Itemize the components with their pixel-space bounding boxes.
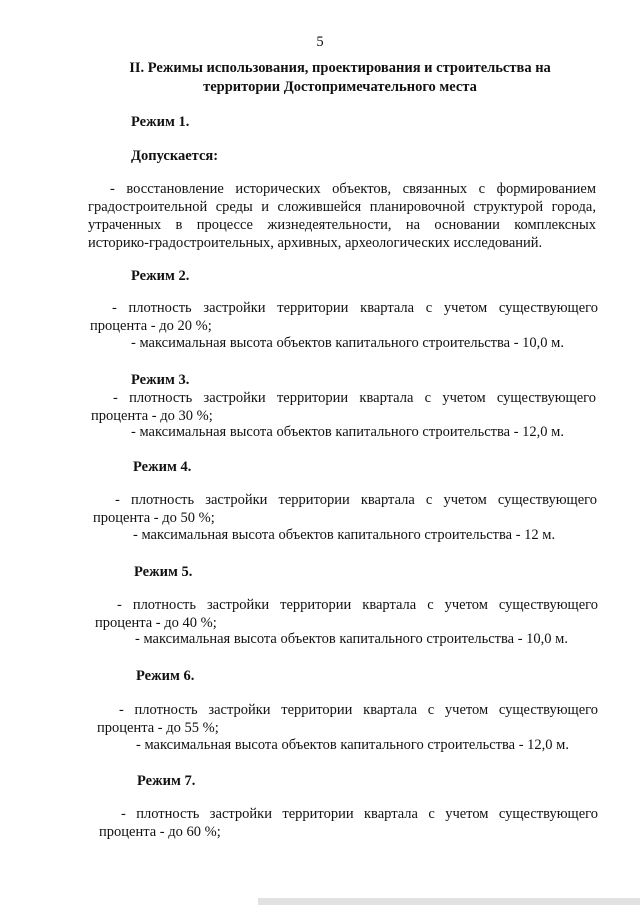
regime-6-heading: Режим 6. [136,668,195,684]
regime-6-density: - плотность застройки территории квартала с учетом существующего процента - до 55 %; [97,702,598,736]
regime-1-subheading: Допускается: [131,148,219,164]
regime-1-text: - восстановление исторических объектов, связанных с формированием градостроительной среды и сложившейся планировочной структурой города, утраченных в процессе жизнедеятельности, на основании комплексных историко-градостроительных, архивных, археологических исследований. [88,181,596,251]
regime-5-height: - максимальная высота объектов капитального строительства - 10,0 м. [135,631,568,647]
regime-1-heading: Режим 1. [131,114,190,130]
regime-2-density: - плотность застройки территории квартала с учетом существующего процента - до 20 %; [90,300,598,334]
scan-edge [258,898,640,905]
regime-4-height: - максимальная высота объектов капитального строительства - 12 м. [133,527,556,543]
regime-4-density: - плотность застройки территории квартала с учетом существующего процента - до 50 %; [93,492,597,526]
page-number: 5 [316,34,324,50]
regime-7-density: - плотность застройки территории квартала с учетом существующего процента - до 60 %; [99,806,598,840]
regime-5-density: - плотность застройки территории квартала с учетом существующего процента - до 40 %; [95,597,598,631]
regime-3-density: - плотность застройки территории квартала с учетом существующего процента - до 30 %; [91,390,596,424]
regime-2-heading: Режим 2. [131,268,190,284]
regime-6-height: - максимальная высота объектов капитального строительства - 12,0 м. [136,737,569,753]
regime-3-heading: Режим 3. [131,372,190,388]
regime-7-heading: Режим 7. [137,773,196,789]
regime-5-heading: Режим 5. [134,564,193,580]
regime-3-height: - максимальная высота объектов капитального строительства - 12,0 м. [131,424,564,440]
regime-4-heading: Режим 4. [133,459,192,475]
section-title: II. Режимы использования, проектирования и строительства на территории Достопримечательного места [129,60,551,95]
regime-2-height: - максимальная высота объектов капитального строительства - 10,0 м. [131,335,564,351]
